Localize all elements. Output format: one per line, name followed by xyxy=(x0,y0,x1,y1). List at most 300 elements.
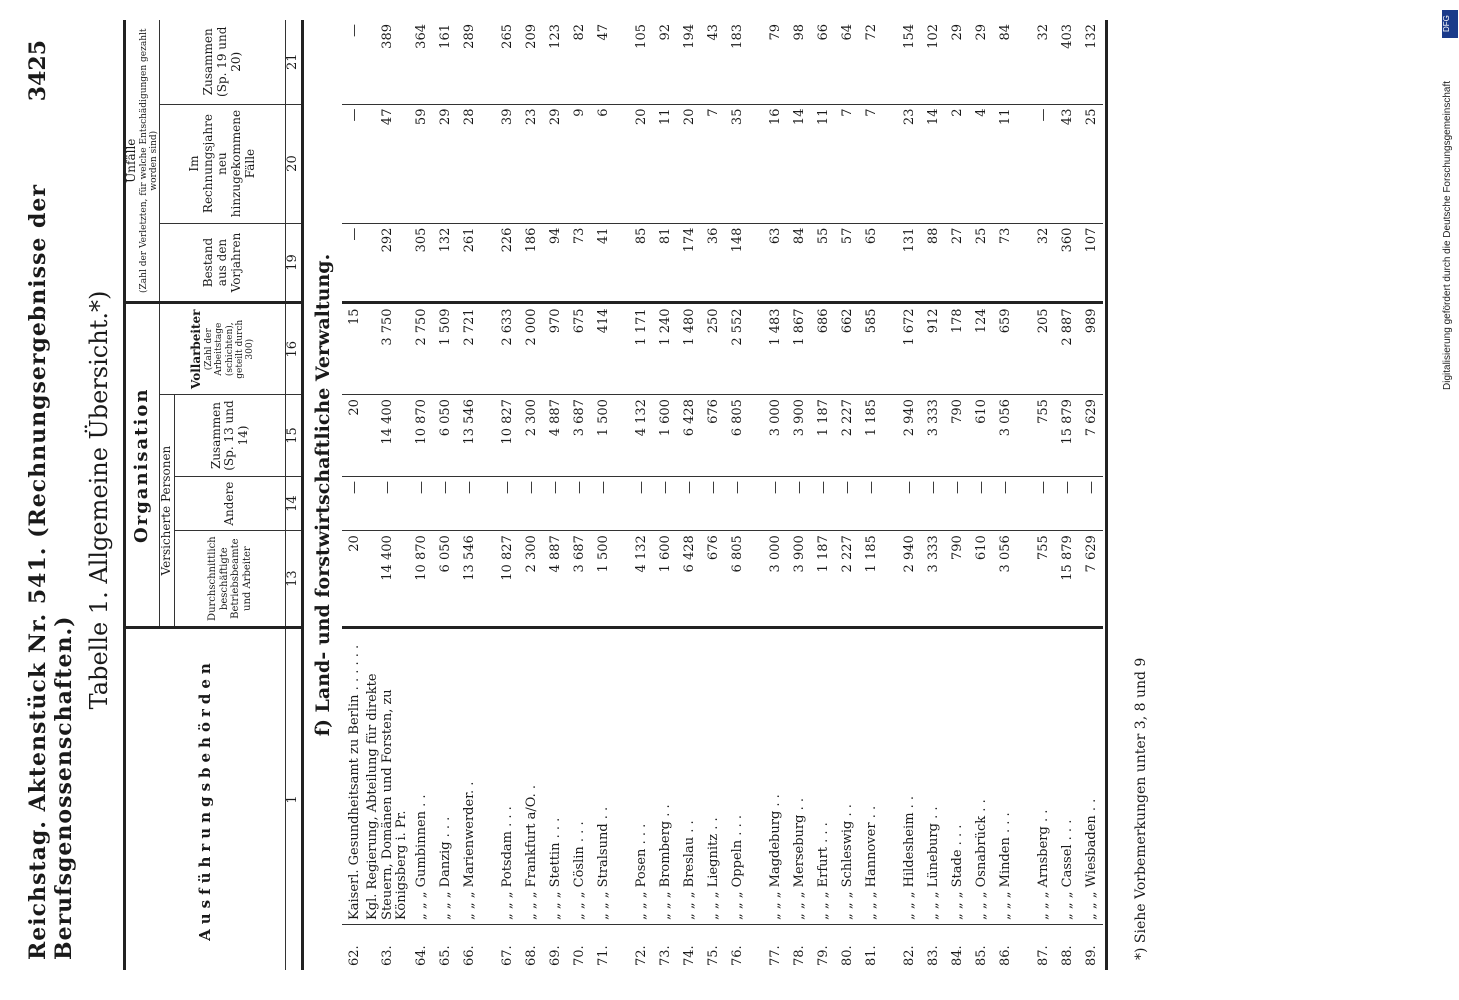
cell-name: „ „ „ Arnsberg . . xyxy=(1031,628,1055,925)
row-spacer xyxy=(615,20,629,970)
cell-c14: — xyxy=(835,476,859,530)
cell-nr: 84. xyxy=(949,945,965,966)
cell-c13: 14 400 xyxy=(366,531,409,628)
cell-name: „ „ „ Osnabrück . . xyxy=(969,628,993,925)
cell-c14: — xyxy=(433,476,457,530)
cell-c21: 29 xyxy=(969,20,993,104)
cell-c16: 989 xyxy=(1079,303,1103,395)
cell-c16: 414 xyxy=(591,303,615,395)
cell-c14: — xyxy=(543,476,567,530)
spacer-cell xyxy=(749,476,763,530)
cell-name: „ „ „ Wiesbaden . . xyxy=(1079,628,1103,925)
cell-c21: 154 xyxy=(897,20,921,104)
cell-c20: 14 xyxy=(787,104,811,223)
table-row xyxy=(787,20,811,970)
cell-c15: 10 870 xyxy=(409,395,433,477)
cell-c19: 292 xyxy=(366,223,409,303)
cell-c21: 102 xyxy=(921,20,945,104)
spacer-cell xyxy=(883,531,897,628)
col-vollarbeiter-head xyxy=(160,303,286,395)
spacer-cell xyxy=(615,303,629,395)
cell-c15: 3 333 xyxy=(921,395,945,477)
cell-nr: 86. xyxy=(997,945,1013,966)
cell-nr: 83. xyxy=(925,945,941,966)
overview-table xyxy=(125,20,1103,970)
cell-name: „ „ „ Stade . . . xyxy=(945,628,969,925)
cell-c20: 16 xyxy=(763,104,787,223)
cell-c14: — xyxy=(763,476,787,530)
cell-c14: — xyxy=(969,476,993,530)
spacer-cell xyxy=(481,223,495,303)
cell-nr: 68. xyxy=(523,945,539,966)
cell-nr: 88. xyxy=(1059,945,1075,966)
col-vollarbeiter-sub: (Zahl der Arbeitstage (schichten), geteilt durch 300) xyxy=(203,319,256,379)
cell-c13: 6 050 xyxy=(433,531,457,628)
cell-c16: 124 xyxy=(969,303,993,395)
col-num-1: 1 xyxy=(286,628,303,970)
cell-name: „ „ „ Lüneburg . . xyxy=(921,628,945,925)
cell-c19: 360 xyxy=(1055,223,1079,303)
cell-name: „ „ „ Merseburg . . xyxy=(787,628,811,925)
cell-c13: 1 600 xyxy=(653,531,677,628)
cell-c14: — xyxy=(701,476,725,530)
table-row xyxy=(567,20,591,970)
cell-c19: 73 xyxy=(567,223,591,303)
col-unfaelle-sub: (Zahl der Verletzten, für welche Entschädigungen gezahlt worden sind) xyxy=(138,28,160,293)
cell-c15: 3 000 xyxy=(763,395,787,477)
cell-nr: 89. xyxy=(1083,945,1099,966)
cell-c16: 1 480 xyxy=(677,303,701,395)
cell-c15: 1 187 xyxy=(811,395,835,477)
table-bottom-rule xyxy=(1105,20,1108,970)
cell-c16: 1 867 xyxy=(787,303,811,395)
cell-nr: 73. xyxy=(657,945,673,966)
cell-c21: 64 xyxy=(835,20,859,104)
row-spacer xyxy=(1017,20,1031,970)
cell-c20: 39 xyxy=(495,104,519,223)
cell-name: „ „ „ Liegnitz . . xyxy=(701,628,725,925)
spacer-cell xyxy=(1017,395,1031,477)
cell-c21: 47 xyxy=(591,20,615,104)
col-zusammen2: Zusammen (Sp. 19 und 20) xyxy=(160,20,286,104)
cell-c14: — xyxy=(629,476,653,530)
spacer-cell xyxy=(481,531,495,628)
col-num-13: 13 xyxy=(286,531,303,628)
cell-c13: 6 428 xyxy=(677,531,701,628)
cell-c20: 28 xyxy=(457,104,481,223)
cell-c13: 676 xyxy=(701,531,725,628)
cell-c16: 585 xyxy=(859,303,883,395)
table-row xyxy=(495,20,519,970)
spacer-cell xyxy=(749,531,763,628)
cell-c21: 389 xyxy=(366,20,409,104)
cell-c15: 3 900 xyxy=(787,395,811,477)
col-ausfuehrung: Ausführungsbehörden xyxy=(125,628,286,970)
cell-c21: 79 xyxy=(763,20,787,104)
cell-c13: 3 687 xyxy=(567,531,591,628)
cell-c20: 2 xyxy=(945,104,969,223)
col-vollarbeiter: Vollarbeiter xyxy=(189,309,204,390)
cell-c15: 2 300 xyxy=(519,395,543,477)
cell-c14: — xyxy=(409,476,433,530)
cell-c14: — xyxy=(366,476,409,530)
spacer-cell xyxy=(481,104,495,223)
spacer-cell xyxy=(481,924,495,970)
cell-name: Kgl. Regierung, Abteilung für direkte Steuern, Domänen und Forsten, zu Königsberg i. Pr. xyxy=(366,628,409,925)
cell-nr: 63. xyxy=(380,945,396,966)
cell-c19: 57 xyxy=(835,223,859,303)
cell-c16: 659 xyxy=(993,303,1017,395)
cell-c15: 13 546 xyxy=(457,395,481,477)
spacer-cell xyxy=(749,303,763,395)
cell-c15: 6 428 xyxy=(677,395,701,477)
cell-c14: — xyxy=(342,476,366,530)
footnote: *) Siehe Vorbemerkungen unter 3, 8 und 9 xyxy=(1133,657,1149,960)
cell-c21: 194 xyxy=(677,20,701,104)
cell-c19: 174 xyxy=(677,223,701,303)
cell-c15: 1 500 xyxy=(591,395,615,477)
cell-c21: 92 xyxy=(653,20,677,104)
spacer-cell xyxy=(615,531,629,628)
cell-c16: 1 509 xyxy=(433,303,457,395)
cell-c20: 20 xyxy=(629,104,653,223)
cell-c21: 161 xyxy=(433,20,457,104)
cell-name: „ „ „ Hannover . . xyxy=(859,628,883,925)
cell-c14: — xyxy=(457,476,481,530)
cell-name: „ „ „ Oppeln . . . xyxy=(725,628,749,925)
cell-c13: 10 827 xyxy=(495,531,519,628)
cell-c13: 15 879 xyxy=(1055,531,1079,628)
cell-c20: 47 xyxy=(366,104,409,223)
cell-c13: 7 629 xyxy=(1079,531,1103,628)
col-num-14: 14 xyxy=(286,476,303,530)
table-row xyxy=(629,20,653,970)
cell-c15: 3 687 xyxy=(567,395,591,477)
cell-c14: — xyxy=(591,476,615,530)
cell-nr: 69. xyxy=(547,945,563,966)
cell-nr: 64. xyxy=(413,945,429,966)
cell-c20: 11 xyxy=(993,104,1017,223)
cell-c19: 186 xyxy=(519,223,543,303)
cell-c14: — xyxy=(725,476,749,530)
cell-c14: — xyxy=(519,476,543,530)
cell-nr: 87. xyxy=(1035,945,1051,966)
cell-c19: 41 xyxy=(591,223,615,303)
cell-c20: 7 xyxy=(859,104,883,223)
spacer-cell xyxy=(615,476,629,530)
cell-nr: 79. xyxy=(815,945,831,966)
spacer-cell xyxy=(615,628,629,925)
cell-c19: 27 xyxy=(945,223,969,303)
cell-c14: — xyxy=(945,476,969,530)
cell-nr: 67. xyxy=(499,945,515,966)
cell-c16: 675 xyxy=(567,303,591,395)
cell-c16: 2 000 xyxy=(519,303,543,395)
cell-c19: 148 xyxy=(725,223,749,303)
cell-c19: 32 xyxy=(1031,223,1055,303)
cell-c19: 85 xyxy=(629,223,653,303)
cell-c16: 2 750 xyxy=(409,303,433,395)
cell-c14: — xyxy=(677,476,701,530)
cell-c15: 7 629 xyxy=(1079,395,1103,477)
cell-c15: 15 879 xyxy=(1055,395,1079,477)
cell-c16: 970 xyxy=(543,303,567,395)
cell-c19: 305 xyxy=(409,223,433,303)
cell-c16: 1 672 xyxy=(897,303,921,395)
table-row xyxy=(897,20,921,970)
cell-name: Kaiserl. Gesundheitsamt zu Berlin . . . . . . xyxy=(342,628,366,925)
cell-c21: 183 xyxy=(725,20,749,104)
cell-c16: 1 240 xyxy=(653,303,677,395)
cell-c19: 88 xyxy=(921,223,945,303)
table-row xyxy=(1031,20,1055,970)
cell-c20: — xyxy=(342,104,366,223)
cell-c19: — xyxy=(342,223,366,303)
cell-c14: — xyxy=(787,476,811,530)
cell-c15: 676 xyxy=(701,395,725,477)
cell-c13: 1 187 xyxy=(811,531,835,628)
cell-c14: — xyxy=(567,476,591,530)
cell-c13: 6 805 xyxy=(725,531,749,628)
cell-nr: 78. xyxy=(791,945,807,966)
cell-c15: 20 xyxy=(342,395,366,477)
cell-c20: 29 xyxy=(433,104,457,223)
cell-c13: 2 300 xyxy=(519,531,543,628)
cell-c16: 686 xyxy=(811,303,835,395)
cell-c13: 13 546 xyxy=(457,531,481,628)
cell-c19: 226 xyxy=(495,223,519,303)
cell-c19: 131 xyxy=(897,223,921,303)
table-row xyxy=(653,20,677,970)
table-row xyxy=(1055,20,1079,970)
cell-c21: 32 xyxy=(1031,20,1055,104)
cell-c13: 20 xyxy=(342,531,366,628)
spacer-cell xyxy=(883,223,897,303)
cell-c20: 23 xyxy=(519,104,543,223)
cell-c20: 14 xyxy=(921,104,945,223)
cell-c13: 3 900 xyxy=(787,531,811,628)
cell-c19: 84 xyxy=(787,223,811,303)
table-row xyxy=(969,20,993,970)
table-row xyxy=(519,20,543,970)
table-row xyxy=(921,20,945,970)
table-body xyxy=(303,20,1103,970)
cell-nr: 74. xyxy=(681,945,697,966)
cell-c16: 662 xyxy=(835,303,859,395)
cell-c20: 4 xyxy=(969,104,993,223)
section-heading: f) Land- und forstwirtschaftliche Verwaltung. xyxy=(312,253,335,737)
spacer-cell xyxy=(1017,531,1031,628)
spacer-cell xyxy=(1017,628,1031,925)
table-title: Tabelle 1. Allgemeine Übersicht.*) xyxy=(85,290,113,710)
cell-name: „ „ „ Schleswig . . xyxy=(835,628,859,925)
cell-c13: 610 xyxy=(969,531,993,628)
cell-c14: — xyxy=(993,476,1017,530)
cell-c20: 23 xyxy=(897,104,921,223)
cell-c16: 2 633 xyxy=(495,303,519,395)
spacer-cell xyxy=(749,395,763,477)
cell-c13: 3 056 xyxy=(993,531,1017,628)
cell-c21: 123 xyxy=(543,20,567,104)
cell-c21: 84 xyxy=(993,20,1017,104)
spacer-cell xyxy=(749,104,763,223)
table-row xyxy=(945,20,969,970)
cell-c15: 2 940 xyxy=(897,395,921,477)
cell-c20: 7 xyxy=(835,104,859,223)
cell-c20: 35 xyxy=(725,104,749,223)
cell-c14: — xyxy=(811,476,835,530)
table-row xyxy=(677,20,701,970)
spacer-cell xyxy=(1017,104,1031,223)
cell-c19: 63 xyxy=(763,223,787,303)
cell-c13: 3 000 xyxy=(763,531,787,628)
table-row xyxy=(835,20,859,970)
cell-c21: 105 xyxy=(629,20,653,104)
row-spacer xyxy=(883,20,897,970)
cell-c15: 14 400 xyxy=(366,395,409,477)
cell-nr: 82. xyxy=(901,945,917,966)
table-row xyxy=(457,20,481,970)
cell-c21: 364 xyxy=(409,20,433,104)
cell-name: „ „ „ Bromberg . . xyxy=(653,628,677,925)
cell-c20: 7 xyxy=(701,104,725,223)
table-row xyxy=(859,20,883,970)
col-num-19: 19 xyxy=(286,223,303,303)
col-unfaelle: Unfälle xyxy=(124,138,138,183)
cell-c21: 209 xyxy=(519,20,543,104)
table-row xyxy=(433,20,457,970)
cell-name: „ „ „ Magdeburg . . xyxy=(763,628,787,925)
cell-name: „ „ „ Erfurt . . . xyxy=(811,628,835,925)
cell-c21: — xyxy=(342,20,366,104)
cell-name: „ „ „ Cöslin . . . xyxy=(567,628,591,925)
col-zusammen: Zusammen (Sp. 13 und 14) xyxy=(175,395,286,477)
cell-c15: 10 827 xyxy=(495,395,519,477)
table-row xyxy=(366,20,409,970)
cell-c15: 2 227 xyxy=(835,395,859,477)
cell-c13: 10 870 xyxy=(409,531,433,628)
cell-c21: 98 xyxy=(787,20,811,104)
cell-c15: 1 600 xyxy=(653,395,677,477)
spacer-cell xyxy=(615,924,629,970)
cell-c20: 29 xyxy=(543,104,567,223)
spacer-cell xyxy=(481,628,495,925)
spacer-cell xyxy=(749,924,763,970)
spacer-cell xyxy=(1017,20,1031,104)
cell-c19: 261 xyxy=(457,223,481,303)
col-num-16: 16 xyxy=(286,303,303,395)
cell-c16: 2 721 xyxy=(457,303,481,395)
cell-name: „ „ „ Hildesheim . . xyxy=(897,628,921,925)
cell-name: „ „ „ Frankfurt a/O. . xyxy=(519,628,543,925)
table-row xyxy=(543,20,567,970)
col-num-15: 15 xyxy=(286,395,303,477)
cell-name: „ „ „ Danzig . . . xyxy=(433,628,457,925)
cell-nr: 80. xyxy=(839,945,855,966)
cell-c21: 82 xyxy=(567,20,591,104)
col-num-21: 21 xyxy=(286,20,303,104)
spacer-cell xyxy=(1017,476,1031,530)
cell-c15: 6 050 xyxy=(433,395,457,477)
cell-nr: 85. xyxy=(973,945,989,966)
spacer-cell xyxy=(615,20,629,104)
cell-c14: — xyxy=(921,476,945,530)
running-header: Reichstag. Aktenstück Nr. 541. (Rechnungsergebnisse der Berufsgenossenschaften.) xyxy=(25,183,77,960)
col-group-organisation: Organisation xyxy=(125,303,160,628)
cell-name: „ „ „ Stettin . . . xyxy=(543,628,567,925)
cell-c13: 2 940 xyxy=(897,531,921,628)
col-bestand: Bestand aus den Vorjahren xyxy=(160,223,286,303)
spacer-cell xyxy=(1017,924,1031,970)
cell-nr: 71. xyxy=(595,945,611,966)
cell-nr: 62. xyxy=(346,945,362,966)
cell-c13: 1 185 xyxy=(859,531,883,628)
spacer-cell xyxy=(481,476,495,530)
cell-c20: 11 xyxy=(811,104,835,223)
col-group-unfaelle xyxy=(125,20,160,303)
table-row xyxy=(811,20,835,970)
cell-c20: 20 xyxy=(677,104,701,223)
spacer-cell xyxy=(615,223,629,303)
cell-c16: 2 552 xyxy=(725,303,749,395)
table-row xyxy=(409,20,433,970)
cell-name: „ „ „ Stralsund . . xyxy=(591,628,615,925)
spacer-cell xyxy=(749,628,763,925)
cell-c16: 178 xyxy=(945,303,969,395)
cell-c16: 3 750 xyxy=(366,303,409,395)
spacer-cell xyxy=(883,924,897,970)
cell-c21: 403 xyxy=(1055,20,1079,104)
cell-name: „ „ „ Minden . . . xyxy=(993,628,1017,925)
spacer-cell xyxy=(481,303,495,395)
cell-c13: 1 500 xyxy=(591,531,615,628)
cell-c20: 6 xyxy=(591,104,615,223)
cell-c14: — xyxy=(859,476,883,530)
cell-c15: 3 056 xyxy=(993,395,1017,477)
cell-c20: 43 xyxy=(1055,104,1079,223)
cell-c13: 2 227 xyxy=(835,531,859,628)
cell-c15: 1 185 xyxy=(859,395,883,477)
cell-c16: 250 xyxy=(701,303,725,395)
cell-nr: 72. xyxy=(633,945,649,966)
cell-c20: — xyxy=(1031,104,1055,223)
cell-c20: 9 xyxy=(567,104,591,223)
cell-c15: 6 805 xyxy=(725,395,749,477)
table-row xyxy=(1079,20,1103,970)
col-andere: Andere xyxy=(175,476,286,530)
row-spacer xyxy=(481,20,495,970)
cell-c19: 132 xyxy=(433,223,457,303)
page-number: 3425 xyxy=(25,40,51,102)
table-row xyxy=(342,20,366,970)
cell-c16: 912 xyxy=(921,303,945,395)
cell-c20: 25 xyxy=(1079,104,1103,223)
spacer-cell xyxy=(883,476,897,530)
cell-c21: 132 xyxy=(1079,20,1103,104)
cell-c14: — xyxy=(1031,476,1055,530)
spacer-cell xyxy=(1017,303,1031,395)
spacer-cell xyxy=(883,104,897,223)
cell-c19: 55 xyxy=(811,223,835,303)
cell-c19: 73 xyxy=(993,223,1017,303)
cell-c19: 36 xyxy=(701,223,725,303)
spacer-cell xyxy=(883,395,897,477)
table-row xyxy=(725,20,749,970)
spacer-cell xyxy=(749,20,763,104)
cell-nr: 66. xyxy=(461,945,477,966)
dfg-credit: Digitalisierung gefördert durch die Deutsche Forschungsgemeinschaft xyxy=(1442,80,1453,390)
cell-c21: 66 xyxy=(811,20,835,104)
